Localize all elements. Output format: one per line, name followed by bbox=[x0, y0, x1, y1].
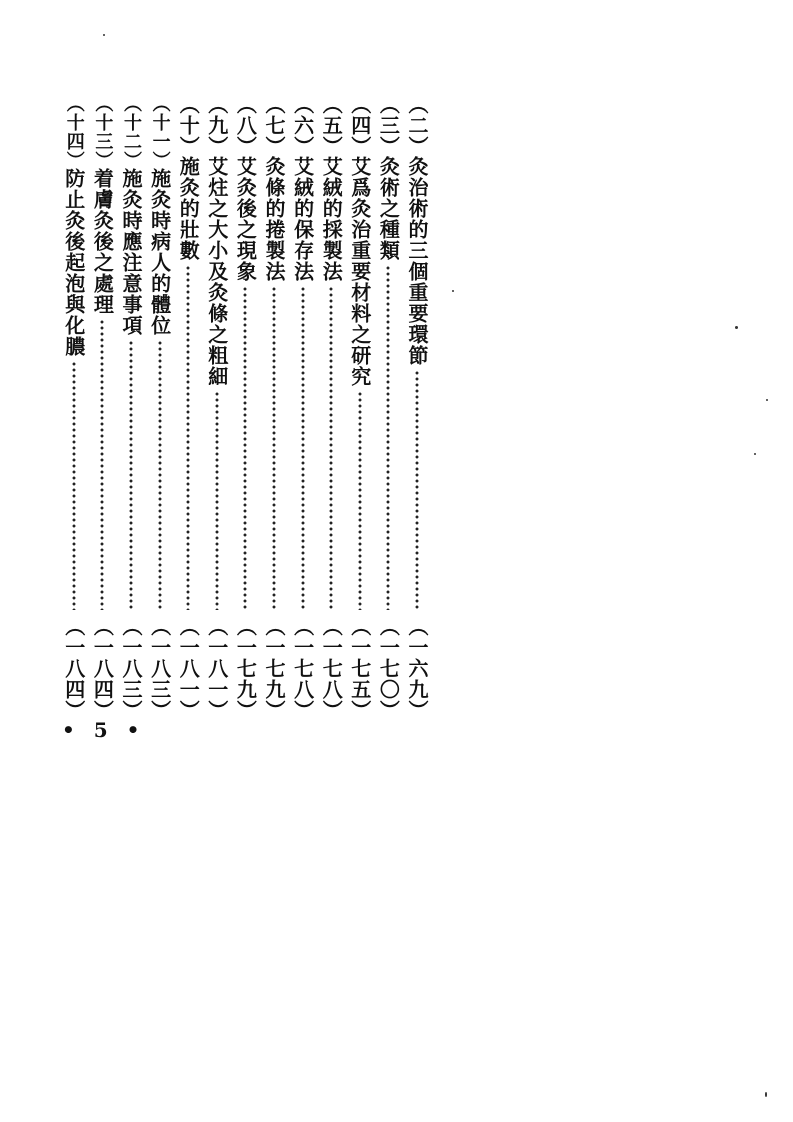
toc-entry bbox=[232, 94, 258, 721]
toc-entry-title: 艾爲灸治重要材料之研究 bbox=[347, 155, 372, 387]
toc-entry-title: 灸術之種類 bbox=[376, 155, 401, 261]
toc-entry-title: 施灸時病人的體位 bbox=[147, 168, 172, 336]
toc-entry-number: ︵十一︶ bbox=[149, 94, 171, 170]
toc-entry-page: ︵一八四︶ bbox=[90, 616, 115, 721]
toc-entry-number: ︵十三︶ bbox=[92, 94, 114, 170]
toc-entry-number: ︵八︶ bbox=[233, 94, 258, 157]
toc-entry-number: ︵六︶ bbox=[290, 94, 315, 157]
toc-entry-number: ︵九︶ bbox=[204, 94, 229, 157]
toc-entry-page: ︵一七八︶ bbox=[319, 616, 344, 721]
toc-entry-title: 艾炷之大小及灸條之粗細 bbox=[204, 155, 229, 387]
dot-leader bbox=[72, 361, 76, 610]
dot-leader bbox=[158, 340, 162, 610]
dot-leader bbox=[301, 286, 305, 611]
toc-entry bbox=[290, 94, 316, 721]
toc-entry-title: 施灸時應注意事項 bbox=[119, 168, 143, 336]
toc-entry-title: 防止灸後起泡與化膿 bbox=[61, 168, 86, 357]
dot-leader bbox=[386, 265, 390, 611]
page-number: • 5 • bbox=[62, 718, 146, 742]
speck bbox=[735, 326, 738, 329]
toc-entry-title: 灸條的捲製法 bbox=[262, 155, 286, 282]
toc-entry-page: ︵一七八︶ bbox=[290, 616, 315, 721]
dot-leader bbox=[358, 391, 362, 611]
toc-entry-page: ︵一八一︶ bbox=[204, 616, 229, 721]
toc-entry-number: ︵十四︶ bbox=[63, 94, 85, 170]
speck bbox=[765, 1092, 767, 1097]
toc-entry-number: ︵二︶ bbox=[405, 94, 429, 157]
dot-leader bbox=[329, 286, 333, 611]
toc-entry bbox=[404, 94, 430, 721]
dot-leader bbox=[272, 286, 276, 611]
toc-entry-title: 施灸的壯數 bbox=[176, 155, 201, 261]
toc-entry-title: 艾絨的保存法 bbox=[290, 155, 315, 282]
toc-entry bbox=[318, 94, 344, 721]
dot-leader bbox=[215, 391, 219, 611]
toc-entry-page: ︵一七〇︶ bbox=[376, 616, 401, 721]
toc-entry-title: 艾灸後之現象 bbox=[233, 155, 258, 282]
toc-entry-number: ︵三︶ bbox=[376, 94, 401, 157]
toc-entry-number: ︵四︶ bbox=[347, 94, 372, 157]
toc-entry-page: ︵一八四︶ bbox=[61, 616, 86, 721]
speck bbox=[766, 399, 768, 401]
toc-entry-number: ︵十︶ bbox=[176, 94, 201, 157]
toc-entry-page: ︵一七五︶ bbox=[347, 616, 372, 721]
toc-entry bbox=[261, 94, 287, 721]
speck bbox=[103, 34, 105, 36]
toc-entry-number: ︵七︶ bbox=[262, 94, 286, 157]
toc-entry-page: ︵一七九︶ bbox=[262, 616, 286, 721]
dot-leader bbox=[100, 319, 104, 610]
toc-entry bbox=[347, 94, 373, 721]
toc-entry bbox=[61, 94, 87, 721]
toc-entry bbox=[375, 94, 401, 721]
toc-entry bbox=[147, 94, 173, 721]
toc-entry-page: ︵一七九︶ bbox=[233, 616, 258, 721]
toc-entry-title: 灸治術的三個重要環節 bbox=[405, 155, 429, 366]
speck bbox=[452, 290, 454, 292]
toc-entry bbox=[118, 94, 144, 721]
dot-leader bbox=[129, 340, 133, 610]
toc-entry-title: 着膚灸後之處理 bbox=[90, 168, 115, 315]
toc-entry-number: ︵五︶ bbox=[319, 94, 344, 157]
toc-entry-title: 艾絨的採製法 bbox=[319, 155, 344, 282]
table-of-contents bbox=[50, 94, 430, 721]
toc-entry-number: ︵十二︶ bbox=[121, 94, 142, 170]
toc-entry bbox=[204, 94, 230, 721]
toc-entry bbox=[89, 94, 115, 721]
dot-leader bbox=[186, 265, 190, 611]
toc-entry-page: ︵一八一︶ bbox=[176, 616, 201, 721]
toc-entry-page: ︵一八三︶ bbox=[119, 616, 143, 721]
toc-entry-page: ︵一六九︶ bbox=[405, 616, 429, 721]
dot-leader bbox=[243, 286, 247, 611]
dot-leader bbox=[415, 370, 419, 611]
toc-entry-page: ︵一八三︶ bbox=[147, 616, 172, 721]
toc-entry bbox=[175, 94, 201, 721]
speck bbox=[754, 453, 756, 455]
